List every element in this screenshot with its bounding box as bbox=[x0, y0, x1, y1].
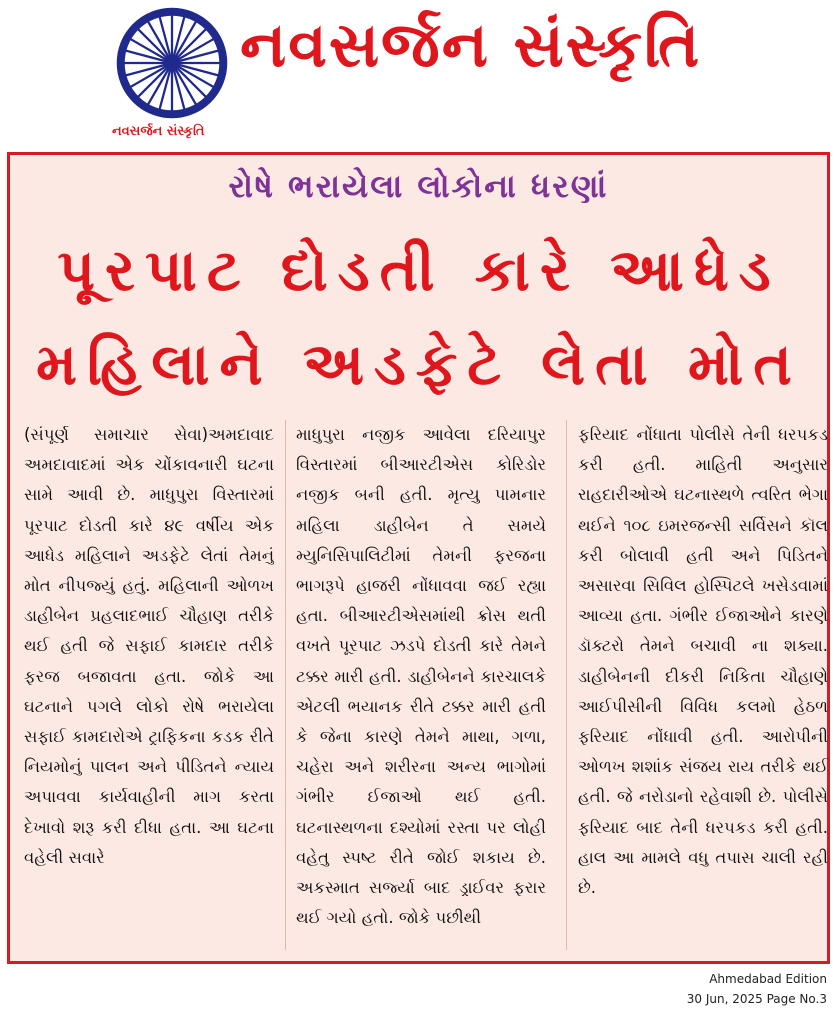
newspaper-title: નવસર્જન સંસ્કૃતિ bbox=[240, 8, 702, 81]
article-column-3 bbox=[578, 420, 828, 950]
article-box bbox=[7, 152, 830, 964]
page-footer bbox=[687, 969, 827, 1009]
column-3-text: ફરિયાદ નોંધાતા પોલીસે તેની ધરપકડ કરી હતી. માહિતી અનુસાર રાહદારીઓએ ઘટનાસ્થળે ત્વરિત ભેગા થઈને ૧૦૮ ઇમરજન્સી સર્વિસને કૉલ કરી બોલાવી હતી અને પિડિતને અસારવા સિવિલ હોસ્પિટલે ખસેડવામાં આવ્યા હતા. ગંભીર ઈજાઓને કારણે ડૉક્ટરો તેમને બચાવી ના શક્યા. ડાહીબેનની દીકરી નિકિતા ચૌહાણે આઈપીસીની વિવિધ કલમો હેઠળ ફરિયાદ નોંધાવી હતી. આરોપીની ઓળખ શશાંક સંજય રાય તરીકે થઈ હતી. જે નરોડાનો રહેવાશી છે. પોલીસે ફરિયાદ બાદ તેની ધરપકડ કરી હતી. હાલ આ મામલે વધુ તપાસ ચાલી રહી છે. bbox=[578, 425, 828, 898]
column-2-text: માધુપુરા નજીક આવેલા દરિયાપુર વિસ્તારમાં બીઆરટીએસ કોરિડોર નજીક બની હતી. મૃત્યુ પામનાર મહિલા ડાહીબેન તે સમયે મ્યુનિસિપાલિટીમાં તેમની ફરજના ભાગરૂપે હાજરી નોંધાવવા જઈ રહ્યા હતા. બીઆરટીએસમાંથી ક્રોસ થતી વખતે પૂરપાટ ઝડપે દોડતી કારે તેમને ટક્કર મારી હતી. ડાહીબેનને કારચાલકે એટલી ભયાનક રીતે ટક્કર મારી હતી કે જેના કારણે તેમને માથા, ગળા, ચહેરા અને શરીરના અન્ય ભાગોમાં ગંભીર ઈજાઓ થઈ હતી. ઘટનાસ્થળના દશ્યોમાં રસ્તા પર લોહી વહેતુ સ્પષ્ટ રીતે જોઈ શકાય છે. અકસ્માત સર્જ્યા બાદ ડ્રાઈવર ફરાર થઈ ગયો હતો. જોકે પછીથી bbox=[296, 425, 546, 928]
ashoka-chakra-icon bbox=[115, 6, 229, 120]
logo-caption: નવસર્જન સંસ્કૃતિ bbox=[112, 124, 205, 139]
article-kicker: રોષે ભરાયેલા લોકોના ધરણાં bbox=[228, 167, 609, 205]
headline-line-1: પૂરપાટ દોડતી કારે આધેડ bbox=[57, 236, 781, 304]
date-page-label: 30 Jun, 2025 Page No.3 bbox=[686, 992, 827, 1006]
edition-label: Ahmedabad Edition bbox=[709, 972, 827, 986]
column-divider bbox=[285, 420, 286, 950]
article-column-1 bbox=[24, 420, 274, 950]
column-divider bbox=[566, 420, 567, 950]
headline-line-2: મહિલાને અડફેટે લેતા મોત bbox=[36, 330, 802, 398]
masthead bbox=[0, 0, 837, 150]
column-1-text: (સંપૂર્ણ સમાચાર સેવા)અમદાવાદ અમદાવાદમાં એક ચોંકાવનારી ઘટના સામે આવી છે. માધુપુરા વિસ્તારમાં પૂરપાટ દોડતી કારે ૪૯ વર્ષીય એક આધેડ મહિલાને અડફેટે લેતાં તેમનું મોત નીપજ્યું હતું. મહિલાની ઓળખ ડાહીબેન પ્રહલાદભાઈ ચૌહાણ તરીકે થઈ હતી જે સફાઈ કામદાર તરીકે ફરજ બજાવતા હતા. જોકે આ ઘટનાને પગલે લોકો રોષે ભરાયેલા સફાઈ કામદારોએ ટ્રાફિકના કડક રીતે નિયમોનું પાલન અને પીડિતને ન્યાય અપાવવા કાર્યવાહીની માગ કરતા દેખાવો શરૂ કરી દીધા હતા. આ ઘટના વહેલી સવારે bbox=[24, 425, 274, 867]
article-column-2 bbox=[296, 420, 546, 950]
